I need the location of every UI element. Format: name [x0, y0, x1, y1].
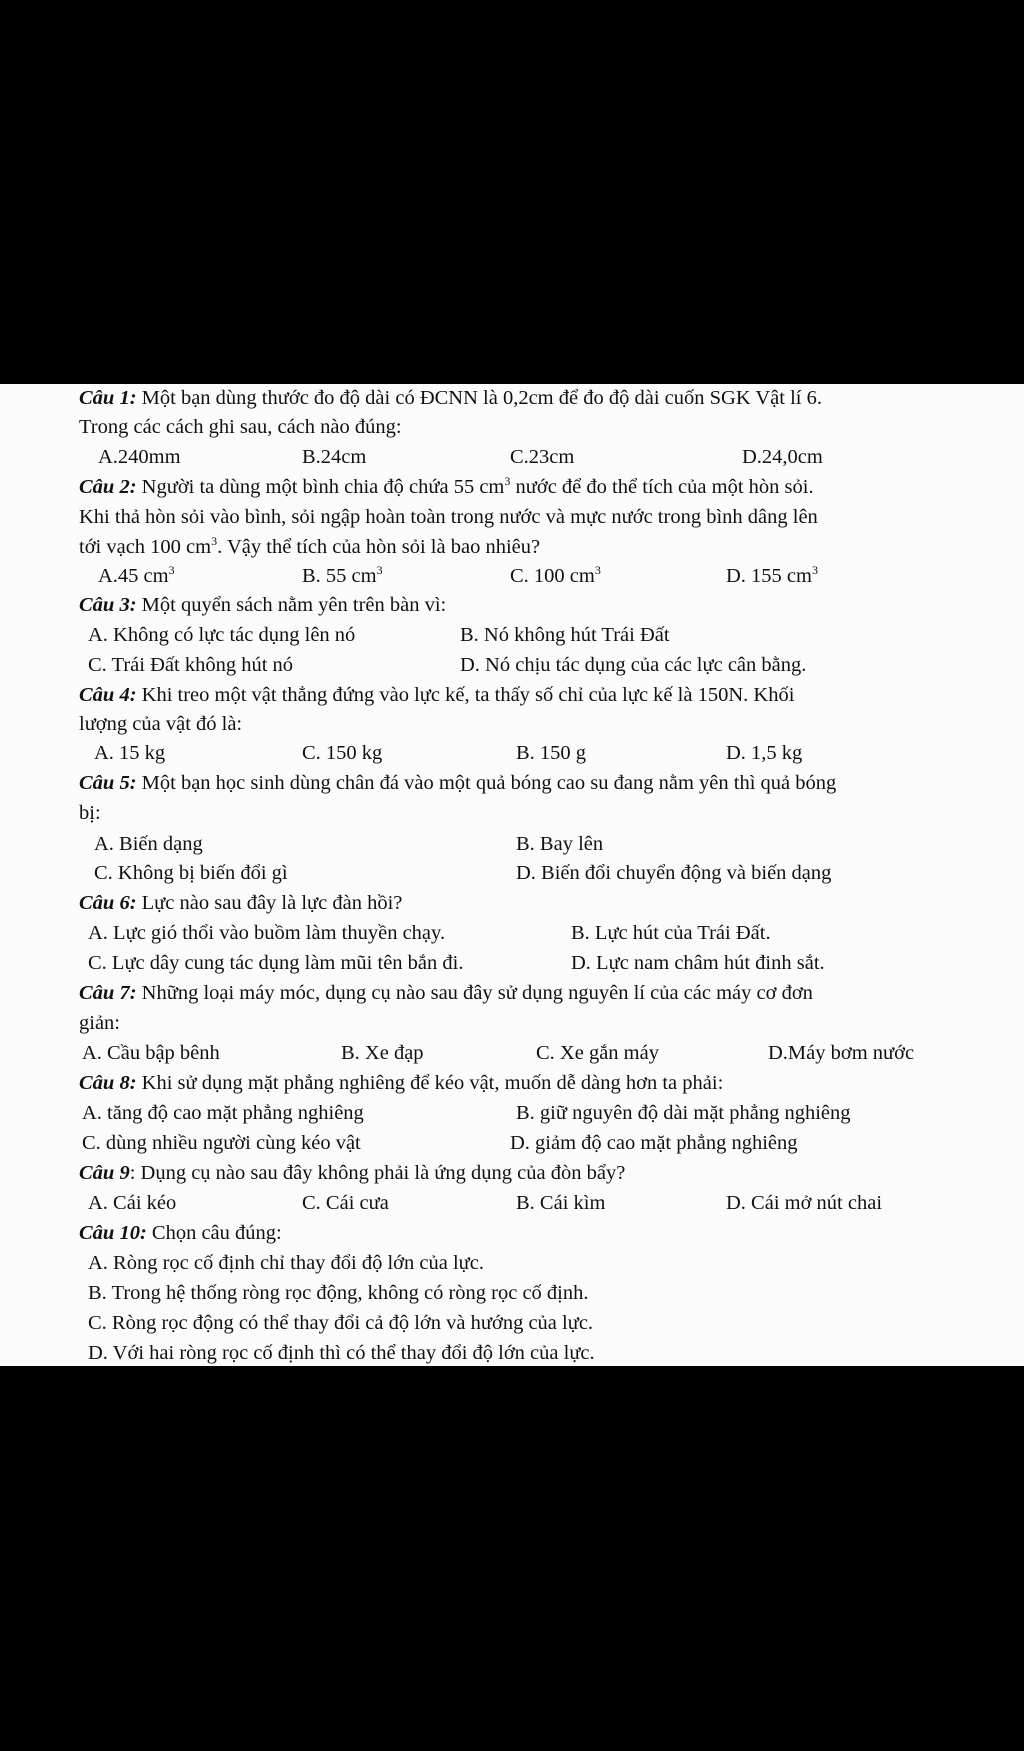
question-4-option-c: C. 150 kg	[302, 742, 383, 764]
superscript: 3	[211, 534, 218, 548]
question-3	[79, 595, 446, 616]
question-2-option-d	[726, 563, 818, 587]
question-text: Chọn câu đúng:	[146, 1222, 282, 1244]
question-8-option-a: A. tăng độ cao mặt phẳng nghiêng	[82, 1102, 364, 1124]
question-text: Khi sử dụng mặt phẳng nghiêng để kéo vật, muốn dễ dàng hơn ta phải:	[136, 1072, 724, 1094]
question-6	[79, 893, 402, 914]
question-1-option-b: B.24cm	[302, 446, 367, 468]
question-text: Một bạn dùng thước đo độ dài có ĐCNN là 0,2cm để đo độ dài cuốn SGK Vật lí 6.	[136, 387, 822, 409]
question-8-option-d: D. giảm độ cao mặt phẳng nghiêng	[510, 1132, 798, 1154]
question-2-continued-2	[79, 534, 541, 558]
question-text: Một bạn học sinh dùng chân đá vào một quả bóng cao su đang nằm yên thì quả bóng	[136, 772, 837, 794]
question-6-option-d: D. Lực nam châm hút đinh sắt.	[571, 952, 825, 974]
question-label: Câu 4:	[79, 684, 137, 706]
superscript: 3	[811, 563, 818, 577]
question-3-option-d: D. Nó chịu tác dụng của các lực cân bằng.	[460, 654, 807, 676]
question-1	[79, 388, 822, 409]
question-8-option-c: C. dùng nhiều người cùng kéo vật	[82, 1132, 361, 1154]
question-text: tới vạch 100 cm	[79, 536, 212, 558]
question-9	[79, 1163, 625, 1184]
question-1-continued: Trong các cách ghi sau, cách nào đúng:	[79, 416, 402, 438]
question-5-option-c: C. Không bị biến đổi gì	[94, 862, 288, 884]
question-10-option-c: C. Ròng rọc động có thể thay đổi cả độ lớn và hướng của lực.	[88, 1312, 594, 1334]
question-5-option-d: D. Biến đổi chuyển động và biến dạng	[516, 862, 832, 884]
question-5	[79, 773, 836, 794]
question-label: Câu 9	[79, 1162, 130, 1184]
question-text: . Vậy thể tích của hòn sỏi là bao nhiêu?	[217, 536, 541, 558]
question-3-option-b: B. Nó không hút Trái Đất	[460, 624, 670, 646]
question-4-option-b: B. 150 g	[516, 742, 587, 764]
question-label: Câu 3:	[79, 594, 137, 616]
question-3-option-c: C. Trái Đất không hút nó	[88, 654, 294, 676]
question-7-continued: giản:	[79, 1012, 120, 1034]
question-text: Một quyển sách nằm yên trên bàn vì:	[136, 594, 447, 616]
question-2	[79, 474, 814, 498]
question-8	[79, 1073, 723, 1094]
question-7-option-c: C. Xe gắn máy	[536, 1042, 659, 1064]
question-10	[79, 1223, 282, 1244]
option-text: B. 55 cm	[302, 565, 377, 587]
question-text: Lực nào sau đây là lực đàn hồi?	[136, 892, 403, 914]
question-label: Câu 1:	[79, 387, 137, 409]
question-7-option-d: D.Máy bơm nước	[768, 1042, 915, 1064]
question-label: Câu 7:	[79, 982, 137, 1004]
question-text: Khi treo một vật thẳng đứng vào lực kế, ta thấy số chỉ của lực kế là 150N. Khối	[136, 684, 795, 706]
question-8-option-b: B. giữ nguyên độ dài mặt phẳng nghiêng	[516, 1102, 851, 1124]
question-10-option-a: A. Ròng rọc cố định chỉ thay đổi độ lớn của lực.	[88, 1252, 484, 1274]
question-label: Câu 10:	[79, 1222, 147, 1244]
question-2-continued: Khi thả hòn sỏi vào bình, sỏi ngập hoàn toàn trong nước và mực nước trong bình dâng lên	[79, 506, 818, 528]
question-6-option-c: C. Lực dây cung tác dụng làm mũi tên bắn đi.	[88, 952, 464, 974]
question-1-option-c: C.23cm	[510, 446, 575, 468]
question-10-option-b: B. Trong hệ thống ròng rọc động, không có ròng rọc cố định.	[88, 1282, 589, 1304]
question-4-option-a: A. 15 kg	[94, 742, 166, 764]
question-label: Câu 6:	[79, 892, 137, 914]
question-6-option-b: B. Lực hút của Trái Đất.	[571, 922, 771, 944]
option-text: A.45 cm	[98, 565, 169, 587]
superscript: 3	[376, 563, 383, 577]
question-4-option-d: D. 1,5 kg	[726, 742, 803, 764]
question-text: : Dụng cụ nào sau đây không phải là ứng dụng của đòn bẩy?	[129, 1162, 626, 1184]
question-4	[79, 685, 794, 706]
question-text-a: Người ta dùng một bình chia độ chứa 55 cm	[136, 476, 505, 498]
question-text: Những loại máy móc, dụng cụ nào sau đây sử dụng nguyên lí của các máy cơ đơn	[136, 982, 813, 1004]
superscript: 3	[168, 563, 175, 577]
question-label: Câu 8:	[79, 1072, 137, 1094]
question-9-option-d: D. Cái mở nút chai	[726, 1192, 883, 1214]
question-5-continued: bị:	[79, 802, 101, 824]
question-text-b: nước để đo thể tích của một hòn sỏi.	[510, 476, 814, 498]
question-5-option-b: B. Bay lên	[516, 833, 604, 855]
superscript: 3	[504, 474, 511, 488]
question-9-option-a: A. Cái kéo	[88, 1192, 177, 1214]
question-5-option-a: A. Biến dạng	[94, 833, 203, 855]
question-2-option-b	[302, 563, 383, 587]
question-4-continued: lượng của vật đó là:	[79, 713, 243, 735]
question-7-option-a: A. Cầu bập bênh	[82, 1042, 220, 1064]
superscript: 3	[594, 563, 601, 577]
option-text: C. 100 cm	[510, 565, 595, 587]
question-7-option-b: B. Xe đạp	[341, 1042, 424, 1064]
option-text: D. 155 cm	[726, 565, 812, 587]
question-label: Câu 2:	[79, 476, 137, 498]
question-3-option-a: A. Không có lực tác dụng lên nó	[88, 624, 356, 646]
question-9-option-b: B. Cái kìm	[516, 1192, 606, 1214]
question-label: Câu 5:	[79, 772, 137, 794]
question-1-option-d: D.24,0cm	[742, 446, 823, 468]
question-2-option-c	[510, 563, 601, 587]
question-9-option-c: C. Cái cưa	[302, 1192, 389, 1214]
question-7	[79, 983, 813, 1004]
question-6-option-a: A. Lực gió thổi vào buồm làm thuyền chạy.	[88, 922, 446, 944]
question-10-option-d: D. Với hai ròng rọc cố định thì có thể thay đổi độ lớn của lực.	[88, 1342, 595, 1364]
question-2-option-a	[98, 563, 175, 587]
question-1-option-a: A.240mm	[98, 446, 181, 468]
